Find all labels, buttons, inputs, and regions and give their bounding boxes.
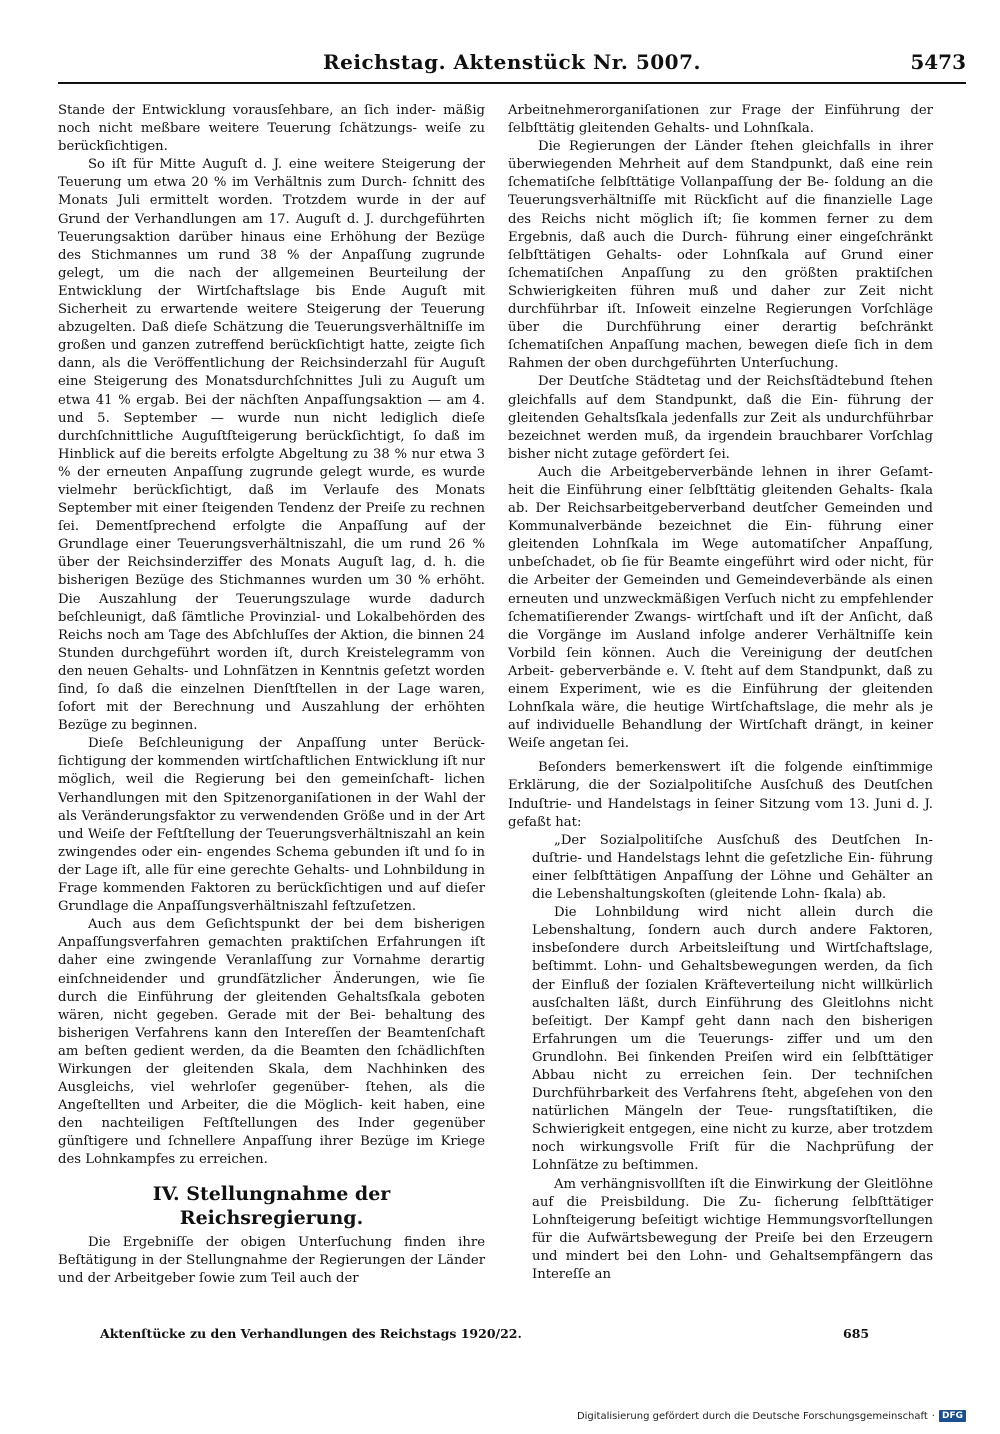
page-header (58, 48, 966, 84)
paragraph: Die Ergebniſſe der obigen Unterſuchung finden ihre Beſtätigung in der Stellungnahme der Regierungen der Länder und der Arbeitgeber ſowie zum Teil auch der (58, 1234, 485, 1286)
paragraph: So iſt für Mitte Auguſt d. J. eine weitere Steigerung der Teuerung um etwa 20 % im Verhältnis zum Durch- ſchnitt des Monats Juli ermittelt worden. Trotzdem wurde in der auf Grund der Verhandlungen am 17. Auguſt d. J. durchgeführten Teuerungsaktion darüber hinaus eine Erhöhung der Bezüge des Stichmannes um rund 38 % der Anpaſſung zugrunde gelegt, um die nach der allgemeinen Beurteilung der Entwicklung der Wirtſchaftslage bis Ende Auguſt mit Sicherheit zu erwartende weitere Steigerung der Teuerung abzugelten. Daß dieſe Schätzung die Teuerungsverhältniſſe im großen und ganzen zutreffend berückſichtigt hatte, zeigte ſich dann, als die Veröffentlichung der Reichsinderzahl für Auguſt eine Steigerung des Monatsdurchſchnittes Juli zu Auguſt um etwa 41 % ergab. Bei der nächſten Anpaſſungsaktion — am 4. und 5. September — wurde nun nicht lediglich dieſe durchſchnittliche Auguſtſteigerung berückſichtigt, ſo daß im Hinblick auf die bereits erfolgte Abgeltung zu 38 % nur etwa 3 % der erneuten Anpaſſung zugrunde gelegt wurde, es wurde vielmehr berückſichtigt, daß im Verlaufe des Monats September mit einer ſteigenden Tendenz der Preiſe zu rechnen ſei. Dementſprechend erfolgte die Anpaſſung auf der Grundlage einer Teuerungsverhältniszahl, die um rund 26 % über der Reichsinderziffer des Monats Auguſt lag, d. h. die bisherigen Bezüge des Stichmannes wurden um 30 % erhöht. Die Auszahlung der Teuerungszulage wurde dadurch beſchleunigt, daß ſämtliche Provinzial- und Lokalbehörden des Reichs noch am Tage des Abſchluſſes der Aktion, die binnen 24 Stunden durchgeführt worden iſt, durch Kreistelegramm von den neuen Gehalts- und Lohnſätzen in Kenntnis geſetzt worden ſind, ſo daß die einzelnen Dienſtſtellen in der Lage waren, ſofort mit der Berechnung und Auszahlung der erhöhten Bezüge zu beginnen. (58, 157, 485, 734)
paragraph: Auch die Arbeitgeberverbände lehnen in ihrer Geſamt- heit die Einführung einer ſelbſttätig gleitenden Gehalts- ſkala ab. Der Reichsarbeitgeberverband deutſcher Gemeinden und Kommunalverbände bezeichnet die Ein- führung einer gleitenden Lohnſkala im Wege automatiſcher Anpaſſung, unbeſchadet, ob ſie für Beamte eingeführt wird oder nicht, für die Arbeiter der Gemeinden und Gemeindeverbände als einen erneuten und unzweckmäßigen Verſuch nicht zu empfehlender ſchematiſierender Zwangs- wirtſchaft und iſt der Anſicht, daß die Vorgänge im Ausland infolge anderer Verhältniſſe kein Vorbild ſein können. Auch die Vereinigung der deutſchen Arbeit- geberverbände e. V. ſteht auf dem Standpunkt, daß zu einem Experiment, wie es die Einführung der gleitenden Lohnſkala wäre, die heutige Wirtſchaftslage, die mehr als je auf individuelle Behandlung der Wirtſchaft drängt, in keiner Weiſe angetan ſei. (508, 464, 933, 752)
left-column (58, 102, 485, 1288)
footer-source: Aktenſtücke zu den Verhandlungen des Reichstags 1920/22. (100, 1326, 522, 1341)
right-column (508, 102, 933, 1284)
paragraph: Die Regierungen der Länder ſtehen gleichfalls in ihrer überwiegenden Mehrheit auf dem Standpunkt, daß eine rein ſchematiſche ſelbſttätige Vollanpaſſung der Be- ſoldung an die Teuerungsverhältniſſe mit Rückſicht auf die finanzielle Lage des Reichs nicht möglich iſt; ſie kommen ferner zu dem Ergebnis, daß auch die Durch- führung einer eingeſchränkt ſelbſttätigen Gehalts- oder Lohnſkala auf Grund einer ſchematiſchen Anpaſſung zu den größten praktiſchen Schwierigkeiten führen muß und daher zur Zeit nicht durchführbar iſt. Inſoweit einzelne Regierungen Vorſchläge über die Durchführung einer derartig beſchränkt ſchematiſchen Anpaſſung machen, bewegen dieſe ſich in dem Rahmen der oben durchgeführten Unterſuchung. (508, 139, 933, 372)
running-title: Reichstag. Aktenstück Nr. 5007. (323, 50, 701, 74)
paragraph: Der Deutſche Städtetag und der Reichsſtädtebund ſtehen gleichfalls auf dem Standpunkt, daß die Ein- führung der gleitenden Gehaltsſkala jedenfalls zur Zeit als undurchführbar bezeichnet werden muß, da irgendein brauchbarer Vorſchlag bisher nicht zutage gefördert ſei. (508, 374, 933, 462)
paragraph: Arbeitnehmerorganiſationen zur Frage der Einführung der ſelbſttätig gleitenden Gehalts- und Lohnſkala. (508, 103, 933, 137)
paragraph: Dieſe Beſchleunigung der Anpaſſung unter Berück- ſichtigung der kommenden wirtſchaftlichen Entwicklung iſt nur möglich, weil die Regierung bei den gemeinſchaft- lichen Verhandlungen mit den Spitzenorganiſationen in der Wahl der als Veränderungsfaktor zu verwendenden Größe und in der Art und Weiſe der Feſtſtellung der Teuerungsverhältniszahl an kein zwingendes oder ein- engendes Schema gebunden iſt und ſo in der Lage iſt, alle für eine gerechte Gehalts- und Lohnbildung in Frage kommenden Faktoren zu berückſichtigen und auf dieſer Grundlage die Anpaſſungsverhältniszahl feſtzuſetzen. (58, 736, 485, 915)
block-quote (508, 832, 933, 1284)
dfg-logo-icon: DFG (939, 1410, 966, 1422)
quote-paragraph: Am verhängnisvollſten iſt die Einwirkung der Gleitlöhne auf die Preisbildung. Die Zu- ſicherung ſelbſttätiger Lohnſteigerung beſeitigt wichtige Hemmungsvorſtellungen für die Aufwärtsbewegung der Preiſe bei den Erzeugern und mindert bei den Lohn- und Gehaltsempfängern das Intereſſe an (532, 1176, 933, 1282)
paragraph: Stande der Entwicklung vorausſehbare, an ſich inder- mäßig noch nicht meßbare weitere Teuerung ſchätzungs- weiſe zu berückſichtigen. (58, 103, 485, 155)
section-heading: IV. Stellungnahme der Reichsregierung. (152, 1182, 391, 1229)
separator: · (931, 1410, 935, 1422)
paragraph: Auch aus dem Geſichtspunkt der bei dem bisherigen Anpaſſungsverfahren gemachten praktiſchen Erfahrungen iſt daher eine zwingende Veranlaſſung zur Vornahme derartig einſchneidender und grundſätzlicher Änderungen, wie ſie durch die Einführung der gleitenden Gehaltsſkala geboten wären, nicht gegeben. Gerade mit der Bei- behaltung des bisherigen Verfahrens kann den Intereſſen der Beamtenſchaft am beſten gedient werden, da die Beamten den ſchädlichſten Wirkungen der gleitenden Skala, dem Nachhinken des Ausgleichs, viel wehrloſer gegenüber- ſtehen, als die Angeſtellten und Arbeiter, die die Möglich- keit haben, eine den nachteiligen Feſtſtellungen des Inder gegenüber günſtigere und ſchnellere Anpaſſung ihrer Bezüge im Kriege des Lohnkampfes zu erreichen. (58, 917, 485, 1168)
digitization-credit (577, 1410, 966, 1422)
quote-paragraph: „Der Sozialpolitiſche Ausſchuß des Deutſchen In- duſtrie- und Handelstags lehnt die geſetzliche Ein- führung einer ſelbſttätigen Anpaſſung der Löhne und Gehälter an die Lebenshaltungskoſten (gleitende Lohn- ſkala) ab. (532, 832, 933, 903)
paragraph: Beſonders bemerkenswert iſt die folgende einſtimmige Erklärung, die der Sozialpolitiſche Ausſchuß des Deutſchen Induſtrie- und Handelstags in ſeiner Sitzung vom 13. Juni d. J. gefaßt hat: (508, 760, 933, 830)
page-number: 5473 (910, 50, 966, 74)
quote-paragraph: Die Lohnbildung wird nicht allein durch die Lebenshaltung, ſondern auch durch andere Faktoren, insbeſondere durch Arbeitsleiſtung und Wirtſchaftslage, beſtimmt. Lohn- und Gehaltsbewegungen werden, da ſich der Einfluß der ſozialen Kräfteverteilung nicht willkürlich ausſchalten läßt, durch Einführung des Gleitlohns nicht beſeitigt. Der Kampf geht dann nach den bisherigen Erfahrungen um die Teuerungs- ziffer und um den Grundlohn. Bei ſinkenden Preiſen wird ein ſelbſttätiger Abbau nicht zu erreichen ſein. Der techniſchen Durchführbarkeit des Verfahrens ſteht, abgeſehen von den natürlichen Mängeln der Teue- rungsſtatiſtiken, die Schwierigkeit entgegen, eine nicht zu kurze, aber trotzdem noch wirkungsvolle Friſt für die Nachprüfung der Lohnſätze zu beſtimmen. (532, 905, 933, 1174)
credit-text: Digitalisierung gefördert durch die Deutsche Forschungsgemeinschaft (576, 1410, 928, 1422)
footer-sheet-number: 685 (843, 1326, 870, 1341)
